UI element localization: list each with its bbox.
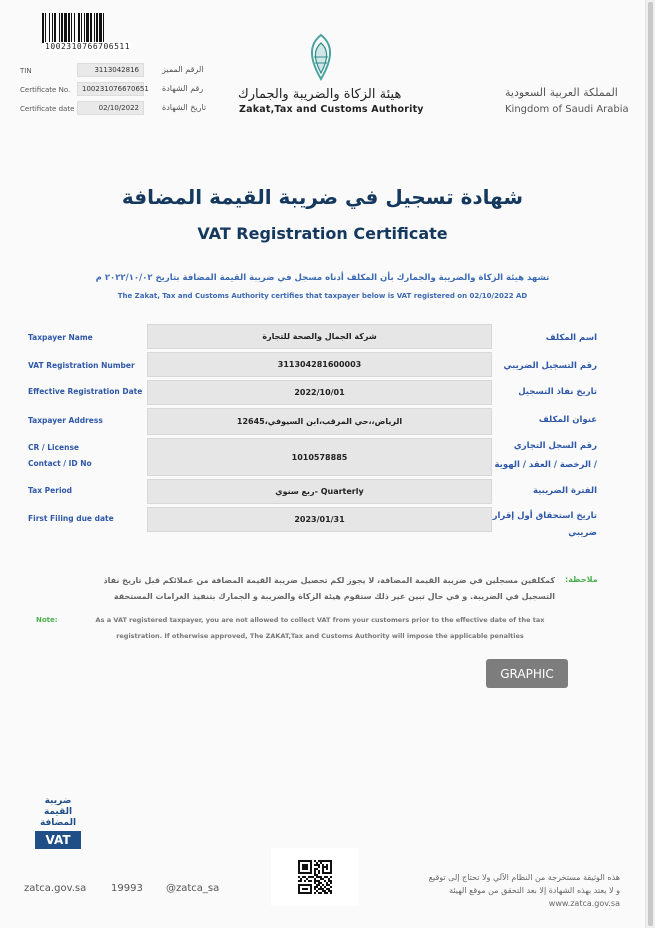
cr-license-label: CR / License (28, 443, 80, 452)
qr-module (302, 864, 304, 866)
qr-module (300, 860, 302, 862)
qr-module (316, 862, 318, 864)
taxpayer-address-label: Taxpayer Address (28, 416, 103, 425)
qr-module (324, 892, 326, 894)
qr-module (318, 870, 320, 872)
qr-module (300, 892, 302, 894)
qr-module (320, 892, 322, 894)
graphic-button[interactable]: GRAPHIC (486, 659, 568, 688)
qr-module (310, 876, 312, 878)
qr-module (320, 878, 322, 880)
qr-module (330, 882, 332, 884)
qr-module (308, 872, 310, 874)
qr-module (298, 872, 300, 874)
note-text-ar-line2: التسجيل في الضريبة. و في حال تبين غير ذلك ستقوم هيئة الزكاة والضريبة و الجمارك بتنفيذ الغرامات المستحقة (113, 592, 555, 601)
qr-module (328, 880, 330, 882)
qr-module (316, 886, 318, 888)
qr-module (330, 886, 332, 888)
qr-module (302, 866, 304, 868)
taxpayer-name-label: Taxpayer Name (28, 333, 93, 342)
qr-module (324, 876, 326, 878)
qr-module (326, 884, 328, 886)
qr-module (314, 882, 316, 884)
qr-module (322, 878, 324, 880)
first-filing-due-date-value: 2023/01/31 (147, 507, 492, 532)
qr-module (322, 866, 324, 868)
qr-module (322, 864, 324, 866)
qr-module (310, 862, 312, 864)
title-ar: شهادة تسجيل في ضريبة القيمة المضافة (121, 185, 524, 209)
qr-module (304, 868, 306, 870)
qr-module (326, 892, 328, 894)
qr-module (304, 892, 306, 894)
qr-module (322, 870, 324, 872)
qr-module (298, 868, 300, 870)
first-filing-due-date-label-ar-2: ضريبي (568, 528, 597, 538)
qr-module (328, 872, 330, 874)
qr-module (322, 884, 324, 886)
qr-module (330, 890, 332, 892)
qr-module (310, 890, 312, 892)
qr-module (298, 880, 300, 882)
qr-module (320, 886, 322, 888)
barcode-number: 1002310766706511 (45, 42, 131, 51)
qr-module (314, 888, 316, 890)
qr-module (326, 872, 328, 874)
qr-module (304, 864, 306, 866)
qr-module (306, 860, 308, 862)
qr-module (316, 876, 318, 878)
qr-module (326, 882, 328, 884)
qr-module (306, 872, 308, 874)
authority-name-ar: هيئة الزكاة والضريبة والجمارك (238, 87, 402, 102)
qr-module (308, 880, 310, 882)
qr-module (326, 866, 328, 868)
note-text-ar-line1: كمكلفين مسجلين في ضريبة القيمة المضافة، لا يجوز لكم تحصيل ضريبة القيمة المضافة من عملائكم قبل تاريخ نفاذ (103, 576, 555, 585)
qr-module (330, 868, 332, 870)
footer-disclaimer-1: هذه الوثيقة مستخرجة من النظام الآلي ولا تحتاج إلى توقيع (428, 873, 620, 882)
qr-module (326, 864, 328, 866)
qr-module (310, 864, 312, 866)
qr-module (298, 870, 300, 872)
qr-module (314, 864, 316, 866)
qr-module (300, 880, 302, 882)
taxpayer-name-label-ar: اسم المكلف (545, 333, 597, 343)
qr-module (324, 860, 326, 862)
scrollbar-thumb[interactable] (648, 2, 653, 926)
zatca-logo-icon (301, 33, 341, 81)
qr-module (314, 892, 316, 894)
qr-module (328, 884, 330, 886)
qr-module (314, 868, 316, 870)
qr-module (302, 860, 304, 862)
qr-module (326, 860, 328, 862)
title-en: VAT Registration Certificate (197, 224, 448, 243)
qr-module (316, 874, 318, 876)
certifies-statement-en: The Zakat, Tax and Customs Authority certifies that taxpayer below is VAT registered on 02/10/2022 AD (117, 292, 528, 300)
qr-module (310, 860, 312, 862)
taxpayer-address-value: الرياض،،حي المرقب،ابن السيوفي،12645 (147, 408, 492, 435)
qr-module (318, 884, 320, 886)
taxpayer-address-label-ar: عنوان المكلف (538, 415, 597, 425)
qr-module (298, 886, 300, 888)
certificate-date-label-ar: تاريخ الشهادة (162, 103, 207, 112)
qr-module (304, 872, 306, 874)
qr-module (328, 888, 330, 890)
certificate-no-value: 100231076670651 (77, 82, 144, 96)
qr-module (302, 888, 304, 890)
qr-module (316, 890, 318, 892)
certificate-no-label: Certificate No. (20, 86, 71, 94)
qr-module (326, 876, 328, 878)
tin-value: 3113042816 (77, 63, 144, 77)
qr-module (318, 882, 320, 884)
vat-logo-line2: القيمة (43, 807, 73, 817)
qr-module (298, 892, 300, 894)
qr-module (316, 868, 318, 870)
qr-module (314, 872, 316, 874)
qr-module (324, 872, 326, 874)
qr-module (318, 866, 320, 868)
qr-module (310, 866, 312, 868)
contact-id-label-ar: / الرخصة / العقد / الهوية (494, 460, 597, 470)
note-text-en-line2: registration. If otherwise approved, The ZAKAT,Tax and Customs Authority will impose the applicable penalties (116, 632, 524, 640)
qr-module (322, 868, 324, 870)
qr-module (318, 876, 320, 878)
tin-label-ar: الرقم المميز (162, 65, 204, 74)
qr-module (318, 888, 320, 890)
qr-module (320, 888, 322, 890)
authority-name-en: Zakat,Tax and Customs Authority (239, 104, 424, 115)
note-label-en: Note: (36, 616, 58, 624)
tax-period-label: Tax Period (28, 486, 73, 495)
qr-module (302, 868, 304, 870)
qr-module (310, 892, 312, 894)
taxpayer-name-value: شركة الجمال والصحة للتجارة (147, 324, 492, 349)
kingdom-name-en: Kingdom of Saudi Arabia (505, 104, 629, 115)
footer-handle[interactable]: @zatca_sa (166, 883, 220, 894)
vat-logo-line1: ضريبة (44, 796, 72, 806)
qr-module (298, 860, 300, 862)
vat-registration-number-label-ar: رقم التسجيل الضريبي (503, 361, 597, 371)
qr-module (314, 874, 316, 876)
qr-module (330, 864, 332, 866)
qr-module (322, 872, 324, 874)
qr-module (322, 890, 324, 892)
qr-module (306, 866, 308, 868)
qr-module (318, 892, 320, 894)
vat-registration-number-label: VAT Registration Number (28, 361, 135, 370)
qr-module (298, 864, 300, 866)
qr-module (310, 888, 312, 890)
qr-module (330, 892, 332, 894)
first-filing-due-date-label: First Filing due date (28, 514, 114, 523)
qr-module (308, 884, 310, 886)
qr-module (304, 884, 306, 886)
qr-module (318, 864, 320, 866)
qr-module (314, 886, 316, 888)
qr-module (310, 870, 312, 872)
qr-module (306, 868, 308, 870)
qr-module (306, 892, 308, 894)
qr-module (304, 876, 306, 878)
qr-module (306, 864, 308, 866)
qr-module (322, 888, 324, 890)
qr-module (324, 886, 326, 888)
qr-module (320, 862, 322, 864)
qr-module (302, 872, 304, 874)
qr-module (304, 860, 306, 862)
certifies-statement-ar: تشهد هيئة الزكاة والضريبة والجمارك بأن المكلف أدناه مسجل في ضريبة القيمة المضافة بتاريخ ٢٠٢٢/١٠/٠٢ م (95, 273, 550, 283)
certificate-date-value: 02/10/2022 (77, 101, 144, 115)
qr-module (310, 868, 312, 870)
barcode-bar (104, 13, 106, 43)
effective-registration-date-value: 2022/10/01 (147, 380, 492, 405)
qr-module (314, 870, 316, 872)
qr-module (298, 888, 300, 890)
qr-module (298, 890, 300, 892)
qr-module (318, 872, 320, 874)
qr-module (306, 878, 308, 880)
qr-module (314, 878, 316, 880)
tin-label: TIN (20, 67, 32, 75)
qr-module (324, 880, 326, 882)
qr-module (330, 860, 332, 862)
qr-module (298, 866, 300, 868)
qr-module (304, 866, 306, 868)
qr-module (298, 876, 300, 878)
qr-module (324, 866, 326, 868)
qr-module (302, 892, 304, 894)
qr-module (300, 884, 302, 886)
tax-period-value: ربع سنوي- Quarterly (147, 479, 492, 504)
kingdom-name-ar: المملكة العربية السعودية (505, 86, 618, 99)
qr-module (310, 884, 312, 886)
cr-license-value: 1010578885 (147, 438, 492, 476)
qr-module (316, 884, 318, 886)
contact-id-label: Contact / ID No (28, 459, 92, 468)
certificate-date-label: Certificate date (20, 105, 75, 113)
first-filing-due-date-label-ar: تاريخ استحقاق أول إقرار (492, 511, 597, 521)
effective-registration-date-label-ar: تاريخ نفاذ التسجيل (518, 387, 597, 397)
effective-registration-date-label: Effective Registration Date (28, 387, 143, 396)
note-text-en-line1: As a VAT registered taxpayer, you are not allowed to collect VAT from your customers prior to the effective date of the tax (95, 616, 545, 624)
tax-period-label-ar: الفترة الضريبية (532, 486, 597, 496)
qr-module (308, 860, 310, 862)
qr-module (308, 876, 310, 878)
qr-module (328, 890, 330, 892)
qr-module (322, 860, 324, 862)
qr-module (302, 884, 304, 886)
qr-module (302, 876, 304, 878)
qr-module (314, 880, 316, 882)
footer-disclaimer-2: و لا يعتد بهذه الشهادة إلا بعد التحقق من موقع الهيئة (449, 886, 620, 895)
qr-module (318, 860, 320, 862)
qr-module (330, 880, 332, 882)
qr-module (300, 878, 302, 880)
qr-code-icon (298, 860, 332, 894)
qr-module (330, 862, 332, 864)
cr-license-label-ar: رقم السجل التجاري (513, 441, 597, 451)
qr-module (310, 880, 312, 882)
qr-module (330, 872, 332, 874)
qr-module (308, 892, 310, 894)
qr-module (304, 888, 306, 890)
qr-module (326, 888, 328, 890)
qr-module (320, 876, 322, 878)
qr-module (328, 878, 330, 880)
qr-module (330, 870, 332, 872)
qr-module (318, 880, 320, 882)
qr-module (310, 872, 312, 874)
qr-module (306, 884, 308, 886)
qr-module (312, 876, 314, 878)
qr-module (306, 888, 308, 890)
qr-module (330, 876, 332, 878)
qr-module (328, 860, 330, 862)
vat-logo-line3: المضافة (39, 818, 77, 828)
qr-module (316, 880, 318, 882)
qr-module (314, 860, 316, 862)
footer-phone: 19993 (111, 883, 143, 894)
certificate-no-label-ar: رقم الشهادة (162, 84, 204, 93)
qr-code (271, 848, 359, 906)
qr-module (330, 866, 332, 868)
vat-logo (35, 796, 81, 858)
vat-registration-number-value: 311304281600003 (147, 352, 492, 377)
qr-module (298, 862, 300, 864)
qr-module (316, 864, 318, 866)
vat-badge: VAT (35, 831, 81, 849)
qr-module (326, 868, 328, 870)
footer-disclaimer-3[interactable]: www.zatca.gov.sa (548, 899, 620, 908)
qr-module (320, 860, 322, 862)
qr-module (300, 872, 302, 874)
footer-website[interactable]: zatca.gov.sa (24, 883, 87, 894)
qr-module (304, 880, 306, 882)
qr-module (324, 890, 326, 892)
qr-module (320, 882, 322, 884)
qr-module (298, 884, 300, 886)
note-label-ar: ملاحظة: (565, 575, 598, 584)
qr-module (310, 886, 312, 888)
